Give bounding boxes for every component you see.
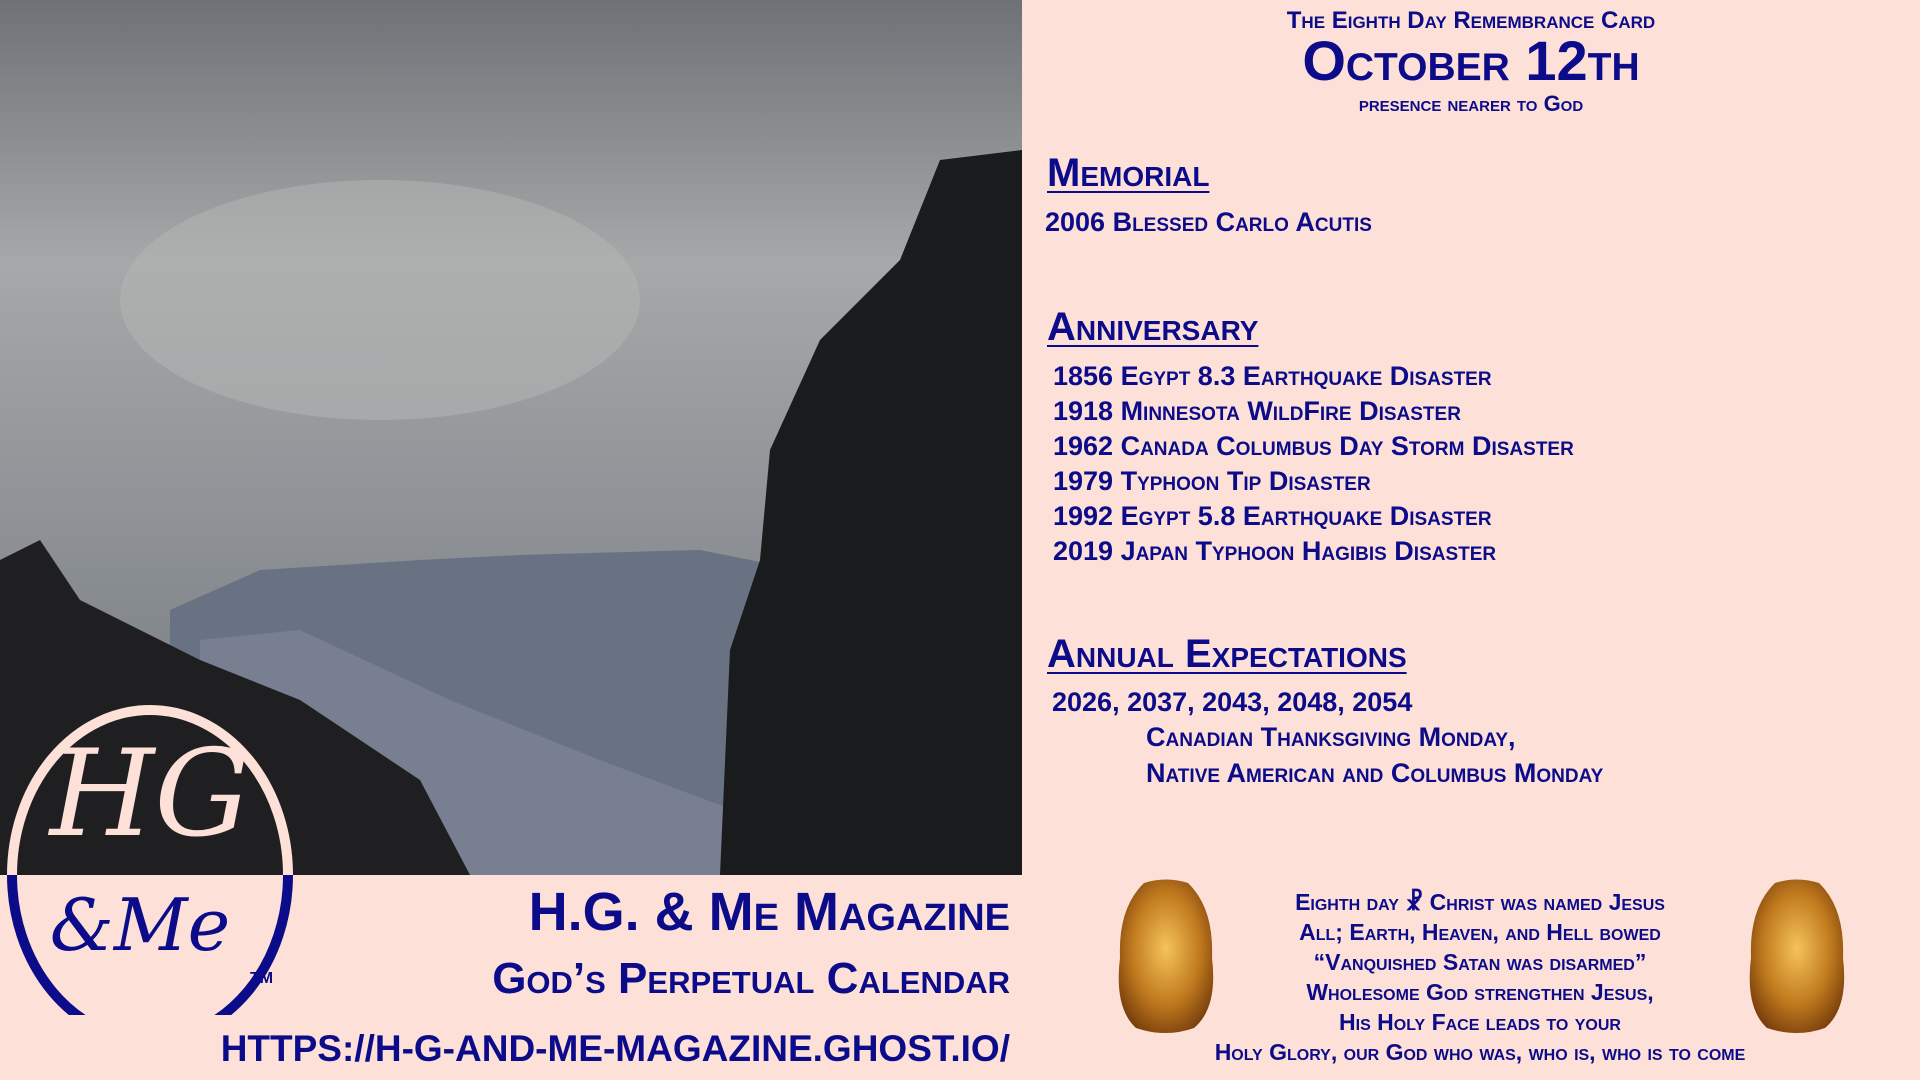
magazine-title: H.G. & Me Magazine [528, 882, 1010, 942]
website-link[interactable]: HTTPS://H-G-AND-ME-MAGAZINE.GHOST.IO/ [220, 1028, 1010, 1069]
memorial-item: 2006 Blessed Carlo Acutis [1045, 207, 1372, 237]
poem-line: Eighth day ☧ Christ was named Jesus [1295, 889, 1665, 915]
poem-line: “Vanquished Satan was disarmed” [1313, 949, 1647, 975]
anniversary-item: 1856 Egypt 8.3 Earthquake Disaster [1053, 361, 1492, 391]
poem-line: Holy Glory, our God who was, who is, who is to come [1214, 1039, 1746, 1065]
card-kicker: The Eighth Day Remembrance Card [1286, 7, 1656, 34]
annual-line: Canadian Thanksgiving Monday, [1146, 722, 1516, 752]
annual-years: 2026, 2037, 2043, 2048, 2054 [1052, 687, 1413, 717]
anniversary-item: 1992 Egypt 5.8 Earthquake Disaster [1053, 501, 1492, 531]
calendar-title: God’s Perpetual Calendar [492, 954, 1010, 1003]
anniversary-heading: Anniversary [1047, 305, 1259, 349]
poem-line: All; Earth, Heaven, and Hell bowed [1299, 919, 1661, 945]
anniversary-item: 2019 Japan Typhoon Hagibis Disaster [1053, 536, 1497, 566]
svg-text:&Me: &Me [49, 883, 231, 967]
hg-and-me-logo [0, 665, 300, 1015]
memorial-heading: Memorial [1047, 151, 1210, 195]
svg-text:TM: TM [250, 970, 274, 987]
annual-heading: Annual Expectations [1047, 632, 1407, 676]
svg-text:HG: HG [49, 725, 251, 864]
card-date: October 12th [1302, 29, 1640, 92]
poem-line: His Holy Face leads to your [1339, 1009, 1621, 1035]
anniversary-item: 1979 Typhoon Tip Disaster [1053, 466, 1371, 496]
poem-line: Wholesome God strengthen Jesus, [1306, 979, 1654, 1005]
anniversary-item: 1918 Minnesota WildFire Disaster [1053, 396, 1461, 426]
annual-line: Native American and Columbus Monday [1146, 758, 1604, 788]
card-subtitle: presence nearer to God [1358, 91, 1584, 116]
anniversary-item: 1962 Canada Columbus Day Storm Disaster [1053, 431, 1574, 461]
